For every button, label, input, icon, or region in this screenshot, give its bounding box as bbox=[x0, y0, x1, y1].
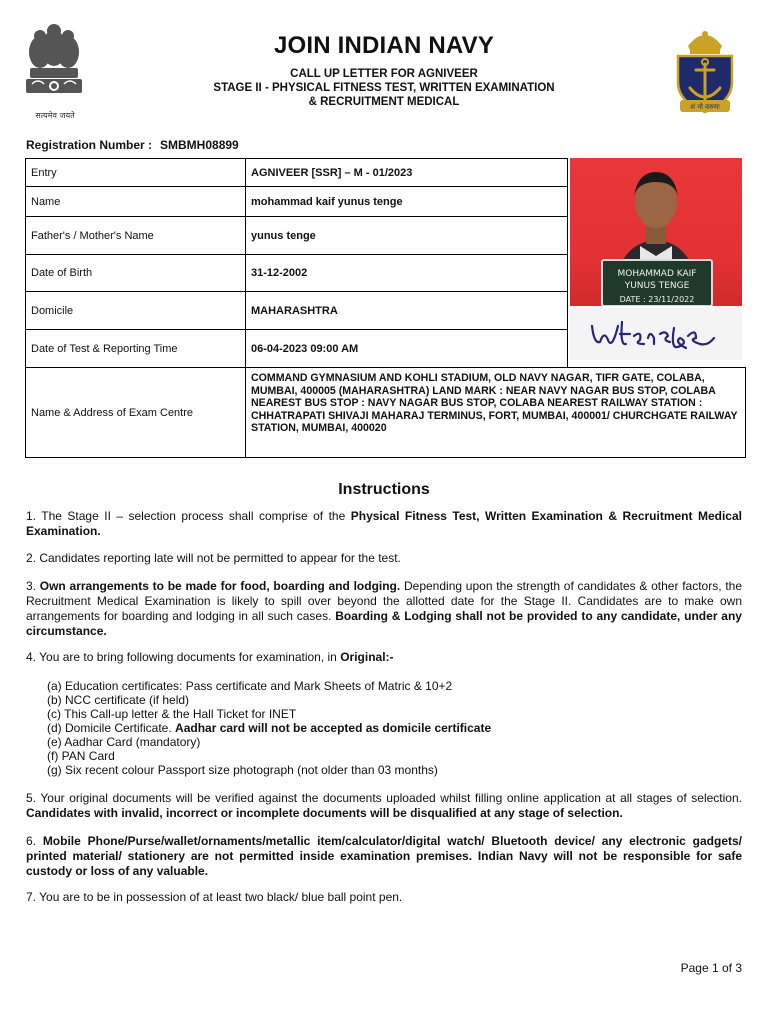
subtitle-line-2: STAGE II - PHYSICAL FITNESS TEST, WRITTEN EXAMINATION bbox=[213, 82, 555, 94]
name-label: Name bbox=[26, 187, 246, 217]
candidate-photo bbox=[570, 158, 742, 306]
parent-name-label: Father's / Mother's Name bbox=[26, 217, 246, 255]
instruction-1: 1. The Stage II – selection process shall comprise of the Physical Fitness Test, Written Examination & Recruitment Medical Examination. bbox=[26, 509, 742, 538]
subtitle-line-1: CALL UP LETTER FOR AGNIVEER bbox=[290, 68, 478, 80]
candidate-signature bbox=[570, 308, 742, 360]
dob-label: Date of Birth bbox=[26, 255, 246, 292]
registration-label: Registration Number : bbox=[26, 138, 153, 152]
instructions-heading: Instructions bbox=[338, 481, 430, 498]
table-row bbox=[26, 368, 746, 458]
document-item-f: (f) PAN Card bbox=[47, 749, 115, 763]
photo-board-name: MOHAMMAD KAIF bbox=[617, 269, 697, 279]
document-item-a: (a) Education certificates: Pass certificate and Mark Sheets of Matric & 10+2 bbox=[47, 679, 453, 693]
domicile-value: MAHARASHTRA bbox=[246, 292, 568, 330]
page-number: Page 1 of 3 bbox=[680, 961, 742, 975]
document-item-b: (b) NCC certificate (if held) bbox=[47, 693, 190, 707]
document-item-e: (e) Aadhar Card (mandatory) bbox=[47, 735, 201, 749]
document-item-d: (d) Domicile Certificate. Aadhar card will not be accepted as domicile certificate bbox=[47, 721, 492, 735]
registration-value: SMBMH08899 bbox=[160, 138, 239, 152]
domicile-label: Domicile bbox=[26, 292, 246, 330]
parent-name-value: yunus tenge bbox=[246, 217, 568, 255]
instruction-7: 7. You are to be in possession of at least two black/ blue ball point pen. bbox=[26, 890, 403, 904]
instruction-5: 5. Your original documents will be verified against the documents uploaded whilst filling online application at all stages of selection. Candidates with invalid, incorrect or incomplete documents will be disqualified at any stage of selection. bbox=[26, 791, 742, 820]
photo-board-date: DATE : 23/11/2022 bbox=[619, 295, 695, 304]
test-date-label: Date of Test & Reporting Time bbox=[26, 330, 246, 368]
emblem-motto: सत्यमेव जयते bbox=[35, 111, 75, 120]
instruction-6: 6. Mobile Phone/Purse/wallet/ornaments/metallic item/calculator/digital watch/ Bluetooth device/ any electronic gadgets/ printed material/ stationery are not permitted inside examination premises. Indian Navy will not be responsible for safe custody or loss of any valuable. bbox=[26, 834, 742, 878]
exam-centre-value: COMMAND GYMNASIUM AND KOHLI STADIUM, OLD NAVY NAGAR, TIFR GATE, COLABA, MUMBAI, 400005 (MAHARASHTRA) LAND MARK : NEAR NAVY NAGAR BUS STOP, COLABA NEAREST BUS STOP : NAVY NAGAR BUS STOP, COLABA NEAREST RAILWAY STATION : CHHATRAPATI SHIVAJI MAHARAJ TERMINUS, FORT, MUMBAI, 400001/ CHURCHGATE RAILWAY STATION, MUMBAI, 400020 bbox=[246, 368, 746, 458]
test-date-value: 06-04-2023 09:00 AM bbox=[246, 330, 568, 368]
entry-label: Entry bbox=[26, 159, 246, 187]
crest-motto: शं नो वरुणः bbox=[690, 103, 720, 111]
registration-number bbox=[26, 138, 239, 152]
instruction-2: 2. Candidates reporting late will not be permitted to appear for the test. bbox=[26, 551, 401, 565]
instruction-4: 4. You are to bring following documents for examination, in Original:- bbox=[26, 650, 394, 664]
document-item-g: (g) Six recent colour Passport size photograph (not older than 03 months) bbox=[47, 763, 438, 777]
photo-board-surname: YUNUS TENGE bbox=[624, 281, 690, 291]
page-title: JOIN INDIAN NAVY bbox=[273, 32, 495, 59]
name-value: mohammad kaif yunus tenge bbox=[246, 187, 568, 217]
dob-value: 31-12-2002 bbox=[246, 255, 568, 292]
exam-centre-label: Name & Address of Exam Centre bbox=[26, 368, 246, 458]
entry-value: AGNIVEER [SSR] – M - 01/2023 bbox=[246, 159, 568, 187]
document-item-c: (c) This Call-up letter & the Hall Ticket for INET bbox=[47, 707, 297, 721]
subtitle-line-3: & RECRUITMENT MEDICAL bbox=[308, 96, 460, 108]
instruction-3: 3. Own arrangements to be made for food, boarding and lodging. Depending upon the strength of candidates & other factors, the Recruitment Medical Examination is likely to spill over beyond the allotted date for the Stage II. Candidates are to make own arrangements for boarding and lodging in all such cases. Boarding & Lodging shall not be provided to any candidate, under any circumstance. bbox=[26, 579, 742, 638]
